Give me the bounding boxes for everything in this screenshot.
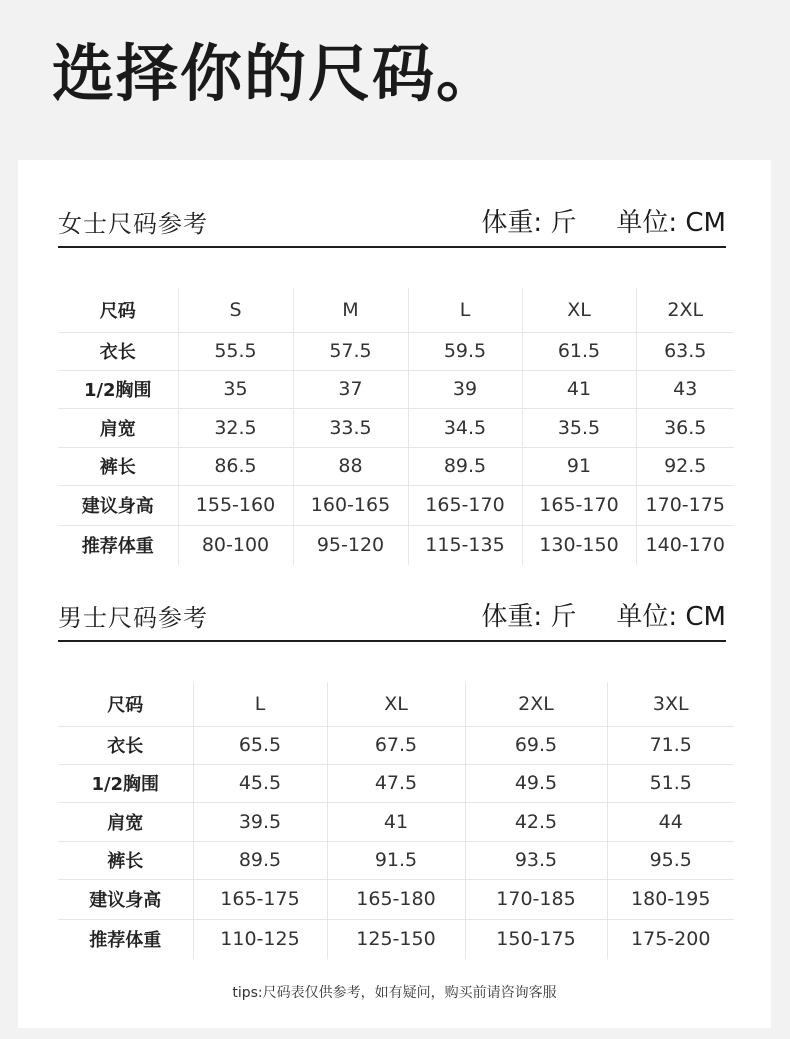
table-row <box>58 802 734 841</box>
women-size-table <box>58 288 734 565</box>
value-cell: 39 <box>408 370 522 408</box>
value-cell: 39.5 <box>193 802 327 841</box>
value-cell: 59.5 <box>408 332 522 370</box>
table-row <box>58 726 734 764</box>
value-cell: 160-165 <box>293 485 408 525</box>
value-cell: 150-175 <box>465 919 607 959</box>
size-header-cell: 2XL <box>636 288 734 332</box>
value-cell: 33.5 <box>293 408 408 447</box>
row-label-cell: 推荐体重 <box>89 930 162 952</box>
value-cell: 95.5 <box>607 841 734 879</box>
men-section-header <box>58 592 726 642</box>
header-label-cell: 尺码 <box>58 682 193 726</box>
value-cell: 42.5 <box>465 802 607 841</box>
value-cell: 170-185 <box>465 879 607 919</box>
value-cell: 71.5 <box>607 726 734 764</box>
value-cell: 49.5 <box>465 764 607 802</box>
table-row <box>58 525 734 565</box>
value-cell: 89.5 <box>193 841 327 879</box>
men-size-table <box>58 682 734 959</box>
value-cell: 140-170 <box>636 525 734 565</box>
value-cell: 61.5 <box>522 332 636 370</box>
men-section-title: 男士尺码参考 <box>58 604 208 632</box>
size-header-cell: S <box>178 288 293 332</box>
women-header-row <box>58 288 734 332</box>
value-cell: 65.5 <box>193 726 327 764</box>
value-cell: 115-135 <box>408 525 522 565</box>
men-length-unit: 单位: CM <box>616 602 726 632</box>
value-cell: 37 <box>293 370 408 408</box>
women-unit-info <box>481 202 726 239</box>
table-row <box>58 764 734 802</box>
row-label-cell: 建议身高 <box>58 485 178 525</box>
value-cell: 89.5 <box>408 447 522 485</box>
row-label-cell: 肩宽 <box>58 802 193 841</box>
row-label-cell: 裤长 <box>58 841 193 879</box>
value-cell: 34.5 <box>408 408 522 447</box>
table-row <box>58 408 734 447</box>
value-cell: 165-175 <box>193 879 327 919</box>
men-header-row <box>58 682 734 726</box>
table-row <box>58 370 734 408</box>
value-cell: 92.5 <box>636 447 734 485</box>
table-row <box>58 485 734 525</box>
size-header-cell: L <box>193 682 327 726</box>
row-label-cell: 裤长 <box>58 447 178 485</box>
women-section-title: 女士尺码参考 <box>58 210 208 238</box>
value-cell: 170-175 <box>636 485 734 525</box>
value-cell: 57.5 <box>293 332 408 370</box>
value-cell: 165-170 <box>408 485 522 525</box>
size-header-cell: XL <box>522 288 636 332</box>
value-cell: 91.5 <box>327 841 465 879</box>
size-chart-card <box>18 160 771 1028</box>
table-row <box>58 919 734 959</box>
women-section-header <box>58 198 726 248</box>
size-header-cell: 2XL <box>465 682 607 726</box>
value-cell: 88 <box>293 447 408 485</box>
table-row <box>58 447 734 485</box>
value-cell: 44 <box>607 802 734 841</box>
women-weight-unit: 体重: 斤 <box>481 208 577 238</box>
value-cell: 51.5 <box>607 764 734 802</box>
value-cell: 130-150 <box>522 525 636 565</box>
row-label-cell: 衣长 <box>58 332 178 370</box>
men-unit-info <box>481 596 726 633</box>
value-cell: 35.5 <box>522 408 636 447</box>
row-label-cell: 衣长 <box>58 726 193 764</box>
tips-note: tips:尺码表仅供参考，如有疑问，购买前请咨询客服 <box>232 985 557 1001</box>
value-cell: 125-150 <box>327 919 465 959</box>
value-cell: 165-170 <box>522 485 636 525</box>
value-cell: 155-160 <box>178 485 293 525</box>
value-cell: 47.5 <box>327 764 465 802</box>
row-label-cell: 肩宽 <box>58 408 178 447</box>
value-cell: 41 <box>522 370 636 408</box>
size-header-cell: 3XL <box>607 682 734 726</box>
value-cell: 35 <box>178 370 293 408</box>
value-cell: 67.5 <box>327 726 465 764</box>
value-cell: 55.5 <box>178 332 293 370</box>
value-cell: 36.5 <box>636 408 734 447</box>
value-cell: 41 <box>327 802 465 841</box>
size-header-cell: XL <box>327 682 465 726</box>
table-row <box>58 332 734 370</box>
table-row <box>58 879 734 919</box>
value-cell: 45.5 <box>193 764 327 802</box>
value-cell: 165-180 <box>327 879 465 919</box>
value-cell: 95-120 <box>293 525 408 565</box>
value-cell: 93.5 <box>465 841 607 879</box>
page-title: 选择你的尺码。 <box>52 37 501 110</box>
value-cell: 32.5 <box>178 408 293 447</box>
value-cell: 63.5 <box>636 332 734 370</box>
women-length-unit: 单位: CM <box>616 208 726 238</box>
men-weight-unit: 体重: 斤 <box>481 602 577 632</box>
header-label-cell: 尺码 <box>58 288 178 332</box>
size-header-cell: M <box>293 288 408 332</box>
value-cell: 175-200 <box>607 919 734 959</box>
row-label-cell: 1/2胸围 <box>58 764 193 802</box>
row-label-cell: 推荐体重 <box>81 536 154 558</box>
value-cell: 180-195 <box>607 879 734 919</box>
value-cell: 110-125 <box>193 919 327 959</box>
value-cell: 91 <box>522 447 636 485</box>
row-label-cell: 建议身高 <box>58 879 193 919</box>
row-label-cell: 1/2胸围 <box>58 370 178 408</box>
table-row <box>58 841 734 879</box>
value-cell: 80-100 <box>178 525 293 565</box>
size-header-cell: L <box>408 288 522 332</box>
value-cell: 86.5 <box>178 447 293 485</box>
value-cell: 69.5 <box>465 726 607 764</box>
value-cell: 43 <box>636 370 734 408</box>
